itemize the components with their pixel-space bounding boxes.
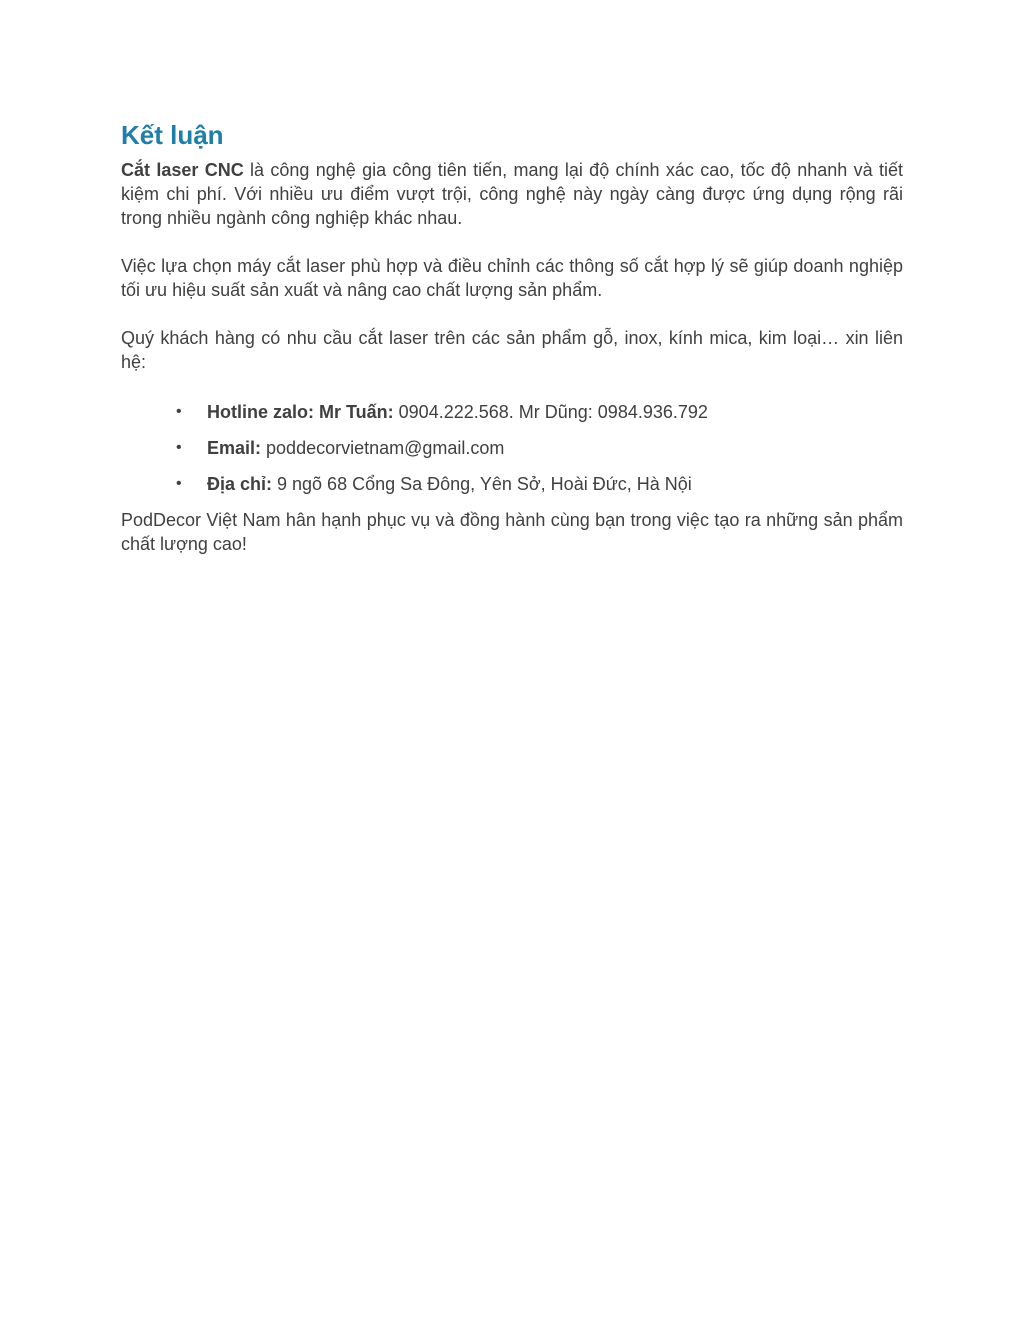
contact-list — [121, 400, 903, 496]
document-page — [121, 118, 903, 556]
contact-item-hotline — [121, 400, 903, 424]
intro-paragraph — [121, 158, 903, 230]
contact-value: poddecorvietnam@gmail.com — [261, 438, 505, 458]
contact-label: Địa chỉ: — [207, 474, 273, 494]
intro-bold-term: Cắt laser CNC — [121, 160, 244, 180]
bullet-icon: • — [176, 475, 182, 492]
contact-label: Hotline zalo: Mr Tuấn: — [207, 402, 394, 422]
contact-value: 9 ngõ 68 Cổng Sa Đông, Yên Sở, Hoài Đức, Hà Nội — [272, 474, 692, 494]
selection-paragraph: Việc lựa chọn máy cắt laser phù hợp và điều chỉnh các thông số cắt hợp lý sẽ giúp doanh nghiệp tối ưu hiệu suất sản xuất và nâng cao chất lượng sản phẩm. — [121, 256, 903, 300]
contact-prompt-paragraph: Quý khách hàng có nhu cầu cắt laser trên các sản phẩm gỗ, inox, kính mica, kim loại… xin liên hệ: — [121, 328, 903, 372]
bullet-icon: • — [176, 439, 182, 456]
section-heading: Kết luận — [121, 120, 224, 150]
closing-paragraph: PodDecor Việt Nam hân hạnh phục vụ và đồng hành cùng bạn trong việc tạo ra những sản phẩm chất lượng cao! — [121, 510, 903, 554]
intro-text: là công nghệ gia công tiên tiến, mang lại độ chính xác cao, tốc độ nhanh và tiết kiệm chi phí. Với nhiều ưu điểm vượt trội, công nghệ này ngày càng được ứng dụng rộng rãi trong nhiều ngành công nghiệp khác nhau. — [121, 160, 903, 228]
contact-item-email — [121, 436, 903, 460]
contact-item-address — [121, 472, 903, 496]
contact-label: Email: — [207, 438, 262, 458]
bullet-icon: • — [176, 403, 182, 420]
contact-value: 0904.222.568. Mr Dũng: 0984.936.792 — [393, 402, 708, 422]
